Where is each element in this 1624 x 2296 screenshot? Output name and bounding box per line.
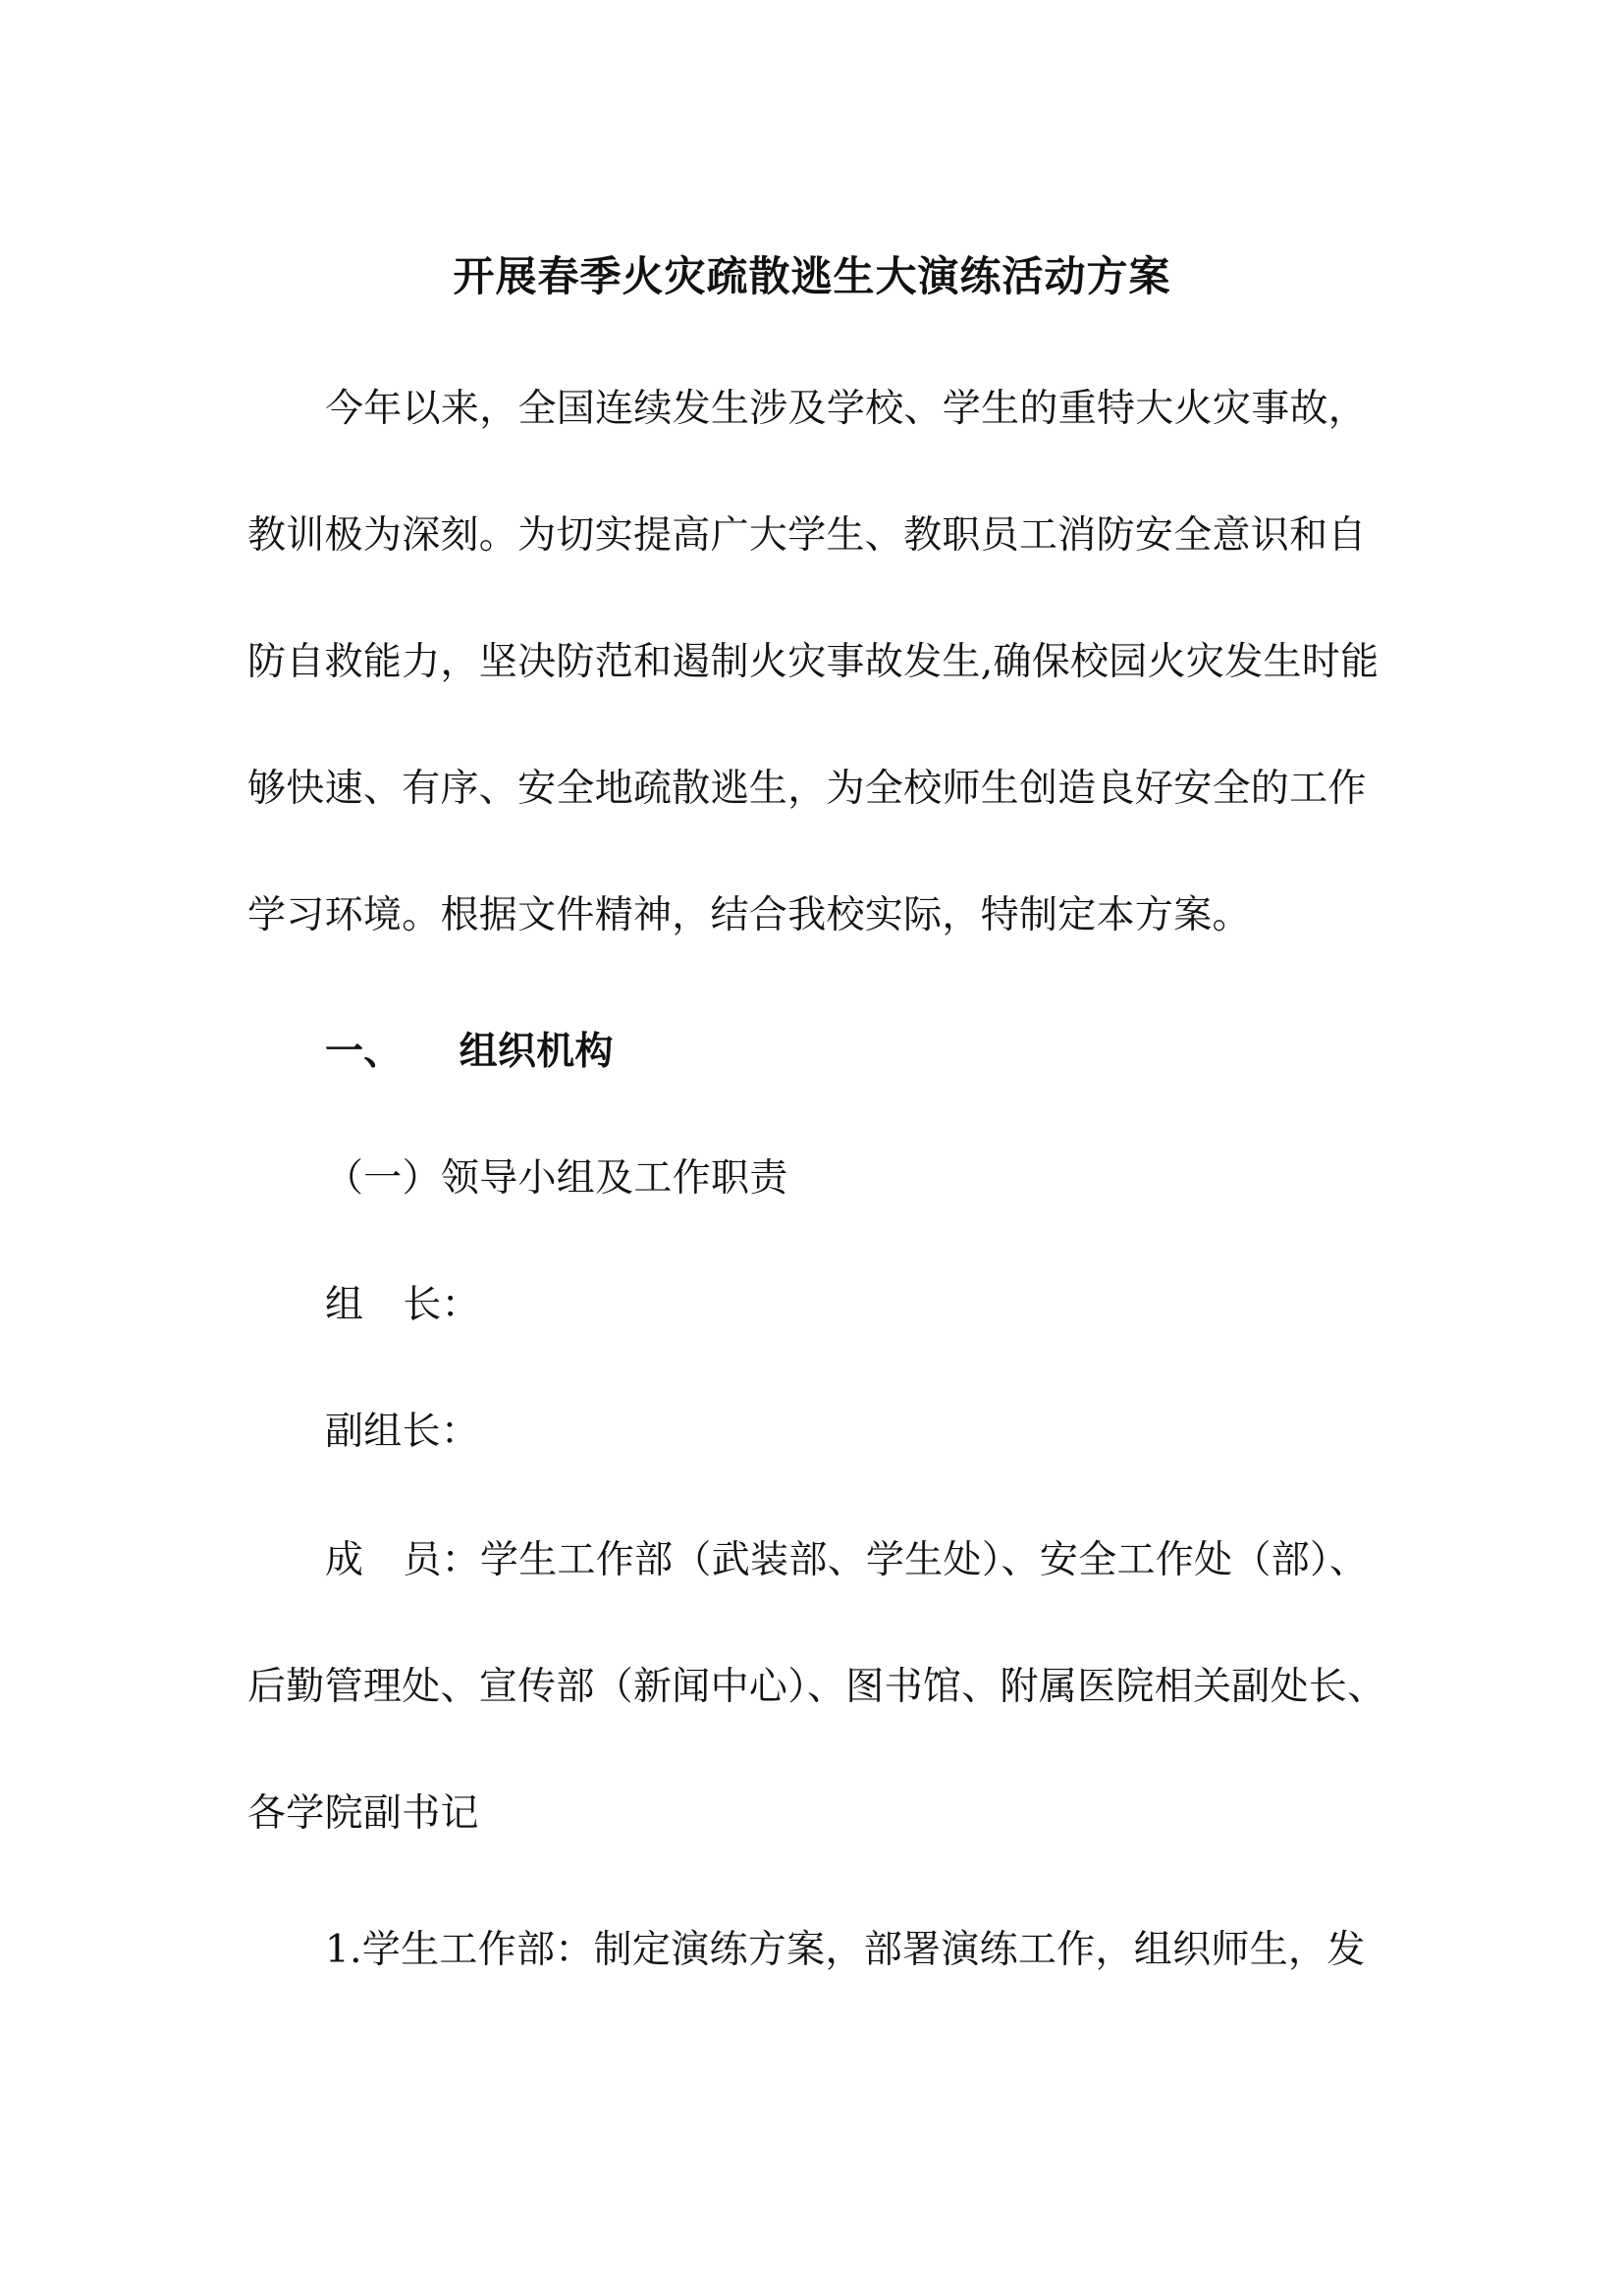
document-title: 开展春季火灾疏散逃生大演练活动方案 [453, 252, 1171, 300]
members-line-1: 学生工作部（武装部、学生处）、安全工作处（部）、 [479, 1538, 1369, 1582]
section-heading [325, 1027, 614, 1076]
subsection-heading: （一）领导小组及工作职责 [325, 1156, 788, 1201]
item-1: 1.学生工作部：制定演练方案，部署演练工作，组织师生，发 [325, 1928, 1366, 1972]
members-label-part-2: 员： [403, 1538, 480, 1582]
leader-label-part-1: 组 [325, 1283, 364, 1327]
members-label-part-1: 成 [325, 1538, 364, 1582]
deputy-label: 副组长： [325, 1410, 480, 1454]
intro-line-4: 够快速、有序、安全地疏散逃生，为全校师生创造良好安全的工作 [247, 767, 1367, 811]
intro-line-3: 防自救能力，坚决防范和遏制火灾事故发生,确保校园火灾发生时能 [247, 640, 1380, 684]
members-line-2: 后勤管理处、宣传部（新闻中心）、图书馆、附属医院相关副处长、 [247, 1665, 1386, 1709]
members-row [325, 1536, 1368, 1585]
leader-row [325, 1281, 480, 1330]
members-line-3: 各学院副书记 [247, 1791, 479, 1836]
intro-line-1: 今年以来，全国连续发生涉及学校、学生的重特大火灾事故， [325, 387, 1368, 431]
leader-label-part-2: 长： [403, 1283, 480, 1327]
deputy-row [325, 1408, 479, 1457]
intro-line-2: 教训极为深刻。为切实提高广大学生、教职员工消防安全意识和自 [247, 513, 1367, 558]
intro-line-5: 学习环境。根据文件精神，结合我校实际，特制定本方案。 [247, 893, 1251, 937]
section-number: 一、 [325, 1029, 403, 1074]
section-title: 组织机构 [459, 1029, 614, 1074]
